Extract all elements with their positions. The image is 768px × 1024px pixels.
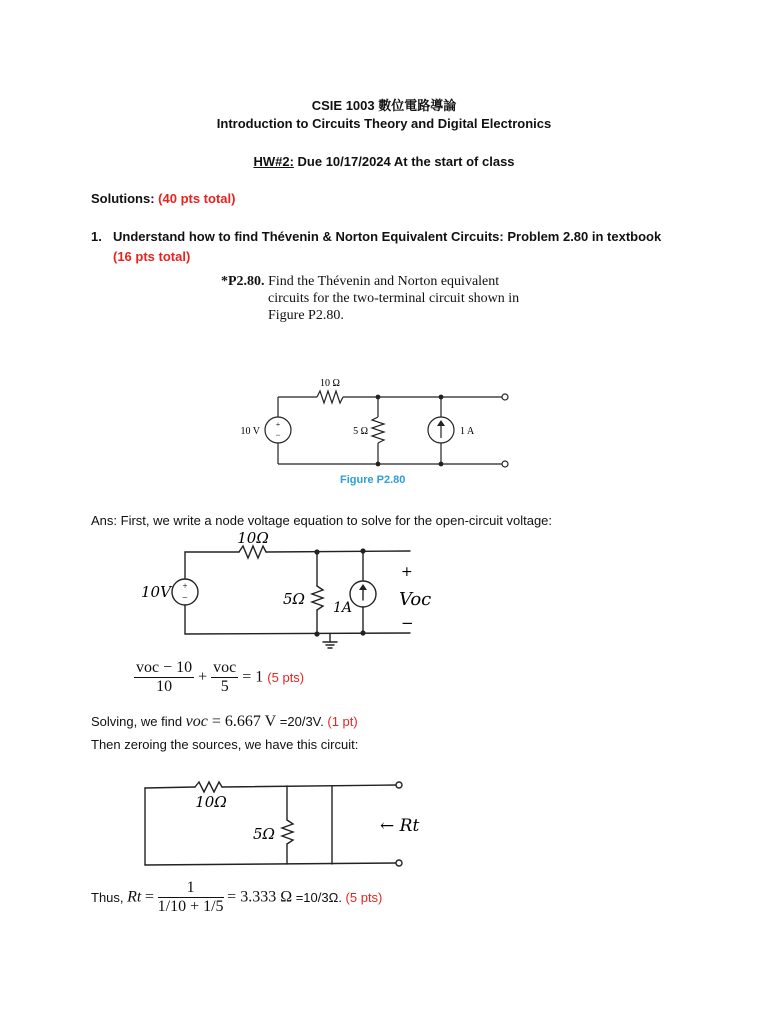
eq1-numerator-2: voc — [213, 659, 237, 676]
thus-eq: = — [144, 888, 154, 906]
solutions-total: (40 pts total) — [158, 191, 236, 206]
fig-is-label: 1 A — [460, 426, 475, 437]
svg-text:−: − — [275, 430, 281, 440]
sketch1-voc-label: Voc — [399, 589, 432, 610]
current-arrow-icon — [437, 420, 445, 426]
solving-line — [91, 713, 358, 731]
fig-vs-label: 10 V — [240, 426, 260, 437]
fig-r2-label: 5 Ω — [353, 426, 368, 437]
svg-text:−: − — [182, 593, 188, 604]
sketch1-minus: − — [401, 614, 414, 632]
solving-prefix: Solving, we find — [91, 714, 186, 729]
solving-points: (1 pt) — [327, 714, 358, 729]
problem-title: Understand how to find Thévenin & Norton Equivalent Circuits: Problem 2.80 in textbook — [113, 229, 662, 244]
solutions-line — [91, 191, 235, 206]
problem-number: 1. — [91, 229, 102, 244]
course-title: Introduction to Circuits Theory and Digital Electronics — [216, 116, 552, 131]
course-heading: CSIE 1003 數位電路導論 — [311, 98, 457, 113]
eq1-denominator-1: 10 — [156, 678, 173, 695]
sketch-circuit-1 — [135, 530, 440, 655]
solving-var: voc — [185, 713, 208, 730]
thus-tail: =10/3Ω. — [292, 890, 346, 905]
sketch2-rt-label: ← Rt — [380, 816, 420, 836]
node-equation: voc − 10 10 + voc 5 = 1 (5 pts) — [136, 659, 305, 695]
solving-tail: =20/3V. — [276, 714, 328, 729]
sketch-current-arrow-icon — [359, 584, 367, 590]
thus-line — [91, 879, 382, 916]
sketch1-plus: + — [401, 564, 413, 580]
figure-caption: Figure P2.80 — [340, 474, 406, 486]
solving-eq: = 6.667 V — [207, 713, 277, 730]
sketch1-vs-label: 10V — [141, 583, 171, 601]
eq1-rhs: = 1 — [242, 668, 264, 686]
hw-due-line — [0, 154, 768, 169]
eq1-denominator-2: 5 — [220, 678, 229, 695]
textbook-problem — [221, 273, 519, 324]
solutions-label: Solutions: — [91, 191, 159, 206]
problem-points: (16 pts total) — [113, 249, 191, 264]
thus-prefix: Thus, — [91, 890, 128, 905]
svg-text:+: + — [182, 581, 188, 591]
textbook-problem-id: *P2.80. — [221, 274, 265, 289]
thus-result: = 3.333 Ω — [227, 888, 293, 906]
sketch2-r2-label: 5Ω — [253, 825, 275, 843]
hw-due-text: Due 10/17/2024 At the start of class — [293, 154, 515, 169]
eq1-numerator-1: voc − 10 — [136, 659, 193, 676]
sketch2-r1-label: 10Ω — [195, 793, 227, 811]
zeroing-line: Then zeroing the sources, we have this circuit: — [91, 737, 359, 752]
answer-intro: Ans: First, we write a node voltage equation to solve for the open-circuit voltage: — [91, 513, 553, 528]
eq1-points: (5 pts) — [267, 670, 305, 685]
textbook-line-2: circuits for the two-terminal circuit shown in — [268, 291, 520, 306]
hw-label: HW#2: — [253, 154, 294, 169]
textbook-line-3: Figure P2.80. — [268, 308, 344, 323]
sketch1-r2-label: 5Ω — [283, 590, 305, 608]
thus-numerator: 1 — [158, 879, 224, 898]
thus-denominator: 1/10 + 1/5 — [157, 898, 224, 915]
fig-r1-label: 10 Ω — [320, 378, 340, 389]
svg-text:+: + — [275, 420, 281, 429]
sketch1-is-label: 1A — [333, 600, 353, 616]
thus-var: Rt — [127, 888, 142, 906]
sketch-circuit-2 — [135, 772, 435, 877]
sketch1-r1-label: 10Ω — [237, 530, 269, 547]
thus-points: (5 pts) — [345, 890, 383, 905]
textbook-line-1: Find the Thévenin and Norton equivalent — [268, 274, 500, 289]
